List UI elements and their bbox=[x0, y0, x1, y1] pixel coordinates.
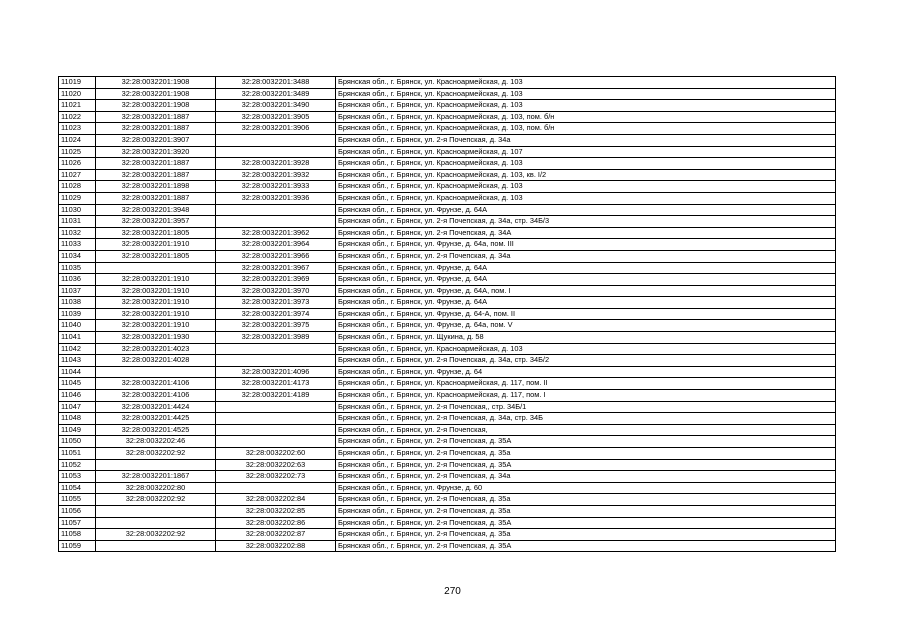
land-cadastral-number-cell bbox=[96, 459, 216, 471]
land-cadastral-number-cell: 32:28:0032201:3920 bbox=[96, 146, 216, 158]
row-number-cell: 11034 bbox=[59, 250, 96, 262]
land-cadastral-number-cell: 32:28:0032201:1908 bbox=[96, 100, 216, 112]
address-cell: Брянская обл., г. Брянск, ул. Щукина, д. 58 bbox=[336, 332, 836, 344]
table-row bbox=[59, 262, 836, 274]
object-cadastral-number-cell bbox=[216, 355, 336, 367]
table-row bbox=[59, 216, 836, 228]
address-cell: Брянская обл., г. Брянск, ул. 2-я Почепская, д. 34а, стр. 34Б/3 bbox=[336, 216, 836, 228]
table-row bbox=[59, 320, 836, 332]
land-cadastral-number-cell: 32:28:0032201:1887 bbox=[96, 158, 216, 170]
object-cadastral-number-cell: 32:28:0032201:3969 bbox=[216, 274, 336, 286]
row-number-cell: 11041 bbox=[59, 332, 96, 344]
row-number-cell: 11037 bbox=[59, 285, 96, 297]
row-number-cell: 11033 bbox=[59, 239, 96, 251]
row-number-cell: 11035 bbox=[59, 262, 96, 274]
land-cadastral-number-cell bbox=[96, 262, 216, 274]
table-row bbox=[59, 471, 836, 483]
object-cadastral-number-cell bbox=[216, 134, 336, 146]
address-cell: Брянская обл., г. Брянск, ул. Фрунзе, д. 64 bbox=[336, 366, 836, 378]
table-row bbox=[59, 158, 836, 170]
address-cell: Брянская обл., г. Брянск, ул. Фрунзе, д. 64А bbox=[336, 297, 836, 309]
land-cadastral-number-cell: 32:28:0032201:4106 bbox=[96, 378, 216, 390]
table-row bbox=[59, 424, 836, 436]
object-cadastral-number-cell bbox=[216, 413, 336, 425]
row-number-cell: 11036 bbox=[59, 274, 96, 286]
land-cadastral-number-cell: 32:28:0032202:92 bbox=[96, 448, 216, 460]
land-cadastral-number-cell: 32:28:0032201:3907 bbox=[96, 134, 216, 146]
table-row bbox=[59, 459, 836, 471]
land-cadastral-number-cell: 32:28:0032202:92 bbox=[96, 494, 216, 506]
row-number-cell: 11059 bbox=[59, 540, 96, 552]
table-row bbox=[59, 366, 836, 378]
table-row bbox=[59, 250, 836, 262]
address-cell: Брянская обл., г. Брянск, ул. 2-я Почепская, д. 34а, стр. 34Б/2 bbox=[336, 355, 836, 367]
land-cadastral-number-cell: 32:28:0032201:1805 bbox=[96, 227, 216, 239]
object-cadastral-number-cell bbox=[216, 343, 336, 355]
table-row bbox=[59, 227, 836, 239]
address-cell: Брянская обл., г. Брянск, ул. 2-я Почепская, д. 35а bbox=[336, 505, 836, 517]
row-number-cell: 11031 bbox=[59, 216, 96, 228]
row-number-cell: 11028 bbox=[59, 181, 96, 193]
object-cadastral-number-cell: 32:28:0032201:3964 bbox=[216, 239, 336, 251]
object-cadastral-number-cell bbox=[216, 482, 336, 494]
row-number-cell: 11058 bbox=[59, 529, 96, 541]
object-cadastral-number-cell: 32:28:0032202:87 bbox=[216, 529, 336, 541]
address-cell: Брянская обл., г. Брянск, ул. 2-я Почепская, д. 35А bbox=[336, 517, 836, 529]
land-cadastral-number-cell: 32:28:0032201:1910 bbox=[96, 285, 216, 297]
table-row bbox=[59, 123, 836, 135]
address-cell: Брянская обл., г. Брянск, ул. Красноармейская, д. 103 bbox=[336, 88, 836, 100]
table-row bbox=[59, 100, 836, 112]
row-number-cell: 11052 bbox=[59, 459, 96, 471]
object-cadastral-number-cell bbox=[216, 216, 336, 228]
land-cadastral-number-cell: 32:28:0032201:4424 bbox=[96, 401, 216, 413]
row-number-cell: 11046 bbox=[59, 390, 96, 402]
address-cell: Брянская обл., г. Брянск, ул. Красноармейская, д. 103, пом. б/н bbox=[336, 123, 836, 135]
address-cell: Брянская обл., г. Брянск, ул. 2-я Почепская, д. 34а bbox=[336, 250, 836, 262]
land-cadastral-number-cell: 32:28:0032202:46 bbox=[96, 436, 216, 448]
row-number-cell: 11042 bbox=[59, 343, 96, 355]
table-row bbox=[59, 134, 836, 146]
table-row bbox=[59, 436, 836, 448]
row-number-cell: 11038 bbox=[59, 297, 96, 309]
table-row bbox=[59, 77, 836, 89]
row-number-cell: 11044 bbox=[59, 366, 96, 378]
row-number-cell: 11019 bbox=[59, 77, 96, 89]
land-cadastral-number-cell: 32:28:0032201:4106 bbox=[96, 390, 216, 402]
row-number-cell: 11027 bbox=[59, 169, 96, 181]
land-cadastral-number-cell: 32:28:0032201:1887 bbox=[96, 111, 216, 123]
row-number-cell: 11021 bbox=[59, 100, 96, 112]
address-cell: Брянская обл., г. Брянск, ул. Красноармейская, д. 103 bbox=[336, 192, 836, 204]
row-number-cell: 11030 bbox=[59, 204, 96, 216]
row-number-cell: 11050 bbox=[59, 436, 96, 448]
row-number-cell: 11053 bbox=[59, 471, 96, 483]
row-number-cell: 11029 bbox=[59, 192, 96, 204]
address-cell: Брянская обл., г. Брянск, ул. Красноармейская, д. 117, пом. II bbox=[336, 378, 836, 390]
address-cell: Брянская обл., г. Брянск, ул. Фрунзе, д. 64А bbox=[336, 262, 836, 274]
object-cadastral-number-cell: 32:28:0032201:3962 bbox=[216, 227, 336, 239]
object-cadastral-number-cell: 32:28:0032201:3932 bbox=[216, 169, 336, 181]
land-cadastral-number-cell: 32:28:0032201:1930 bbox=[96, 332, 216, 344]
row-number-cell: 11048 bbox=[59, 413, 96, 425]
address-cell: Брянская обл., г. Брянск, ул. Красноармейская, д. 103, пом. б/н bbox=[336, 111, 836, 123]
land-cadastral-number-cell: 32:28:0032201:1908 bbox=[96, 77, 216, 89]
object-cadastral-number-cell: 32:28:0032201:3906 bbox=[216, 123, 336, 135]
cadastral-table bbox=[58, 76, 836, 552]
object-cadastral-number-cell bbox=[216, 146, 336, 158]
row-number-cell: 11039 bbox=[59, 308, 96, 320]
land-cadastral-number-cell: 32:28:0032201:1910 bbox=[96, 320, 216, 332]
address-cell: Брянская обл., г. Брянск, ул. Фрунзе, д. 64а, пом. III bbox=[336, 239, 836, 251]
address-cell: Брянская обл., г. Брянск, ул. Красноармейская, д. 103 bbox=[336, 100, 836, 112]
address-cell: Брянская обл., г. Брянск, ул. 2-я Почепская, д. 35А bbox=[336, 436, 836, 448]
object-cadastral-number-cell: 32:28:0032202:63 bbox=[216, 459, 336, 471]
address-cell: Брянская обл., г. Брянск, ул. 2-я Почепская, д. 35а bbox=[336, 448, 836, 460]
table-row bbox=[59, 169, 836, 181]
address-cell: Брянская обл., г. Брянск, ул. Красноармейская, д. 107 bbox=[336, 146, 836, 158]
row-number-cell: 11032 bbox=[59, 227, 96, 239]
address-cell: Брянская обл., г. Брянск, ул. 2-я Почепская,, стр. 34Б/1 bbox=[336, 401, 836, 413]
object-cadastral-number-cell: 32:28:0032201:4189 bbox=[216, 390, 336, 402]
object-cadastral-number-cell: 32:28:0032201:3974 bbox=[216, 308, 336, 320]
address-cell: Брянская обл., г. Брянск, ул. 2-я Почепская, д. 35А bbox=[336, 540, 836, 552]
address-cell: Брянская обл., г. Брянск, ул. Фрунзе, д. 60 bbox=[336, 482, 836, 494]
table-row bbox=[59, 274, 836, 286]
row-number-cell: 11040 bbox=[59, 320, 96, 332]
table-row bbox=[59, 111, 836, 123]
table-row bbox=[59, 88, 836, 100]
object-cadastral-number-cell: 32:28:0032202:84 bbox=[216, 494, 336, 506]
object-cadastral-number-cell: 32:28:0032201:3989 bbox=[216, 332, 336, 344]
land-cadastral-number-cell: 32:28:0032201:1805 bbox=[96, 250, 216, 262]
row-number-cell: 11049 bbox=[59, 424, 96, 436]
address-cell: Брянская обл., г. Брянск, ул. Красноармейская, д. 103 bbox=[336, 181, 836, 193]
land-cadastral-number-cell: 32:28:0032201:1887 bbox=[96, 123, 216, 135]
address-cell: Брянская обл., г. Брянск, ул. Красноармейская, д. 103 bbox=[336, 343, 836, 355]
table-row bbox=[59, 239, 836, 251]
land-cadastral-number-cell bbox=[96, 505, 216, 517]
object-cadastral-number-cell bbox=[216, 424, 336, 436]
table-row bbox=[59, 448, 836, 460]
row-number-cell: 11043 bbox=[59, 355, 96, 367]
address-cell: Брянская обл., г. Брянск, ул. Фрунзе, д. 64а, пом. V bbox=[336, 320, 836, 332]
address-cell: Брянская обл., г. Брянск, ул. 2-я Почепская, д. 34А bbox=[336, 227, 836, 239]
land-cadastral-number-cell: 32:28:0032201:1910 bbox=[96, 308, 216, 320]
table-row bbox=[59, 413, 836, 425]
table-row bbox=[59, 343, 836, 355]
table-row bbox=[59, 355, 836, 367]
row-number-cell: 11051 bbox=[59, 448, 96, 460]
land-cadastral-number-cell: 32:28:0032201:4028 bbox=[96, 355, 216, 367]
row-number-cell: 11020 bbox=[59, 88, 96, 100]
object-cadastral-number-cell: 32:28:0032201:4173 bbox=[216, 378, 336, 390]
land-cadastral-number-cell: 32:28:0032202:92 bbox=[96, 529, 216, 541]
address-cell: Брянская обл., г. Брянск, ул. Красноармейская, д. 103 bbox=[336, 77, 836, 89]
address-cell: Брянская обл., г. Брянск, ул. Фрунзе, д. 64-А, пом. II bbox=[336, 308, 836, 320]
address-cell: Брянская обл., г. Брянск, ул. 2-я Почепская, д. 34а bbox=[336, 134, 836, 146]
address-cell: Брянская обл., г. Брянск, ул. 2-я Почепская, bbox=[336, 424, 836, 436]
land-cadastral-number-cell bbox=[96, 366, 216, 378]
table-row bbox=[59, 482, 836, 494]
address-cell: Брянская обл., г. Брянск, ул. 2-я Почепская, д. 35а bbox=[336, 529, 836, 541]
table-body bbox=[59, 77, 836, 552]
page-number: 270 bbox=[444, 586, 461, 597]
land-cadastral-number-cell: 32:28:0032201:1910 bbox=[96, 274, 216, 286]
land-cadastral-number-cell: 32:28:0032201:3948 bbox=[96, 204, 216, 216]
object-cadastral-number-cell bbox=[216, 401, 336, 413]
land-cadastral-number-cell: 32:28:0032201:1908 bbox=[96, 88, 216, 100]
object-cadastral-number-cell: 32:28:0032201:3936 bbox=[216, 192, 336, 204]
row-number-cell: 11026 bbox=[59, 158, 96, 170]
table-row bbox=[59, 308, 836, 320]
object-cadastral-number-cell: 32:28:0032202:88 bbox=[216, 540, 336, 552]
row-number-cell: 11055 bbox=[59, 494, 96, 506]
table-row bbox=[59, 192, 836, 204]
object-cadastral-number-cell bbox=[216, 204, 336, 216]
row-number-cell: 11054 bbox=[59, 482, 96, 494]
land-cadastral-number-cell: 32:28:0032201:1887 bbox=[96, 169, 216, 181]
table-row bbox=[59, 146, 836, 158]
row-number-cell: 11057 bbox=[59, 517, 96, 529]
address-cell: Брянская обл., г. Брянск, ул. 2-я Почепская, д. 35А bbox=[336, 459, 836, 471]
land-cadastral-number-cell: 32:28:0032201:1867 bbox=[96, 471, 216, 483]
table-row bbox=[59, 505, 836, 517]
object-cadastral-number-cell: 32:28:0032201:3973 bbox=[216, 297, 336, 309]
row-number-cell: 11023 bbox=[59, 123, 96, 135]
table-row bbox=[59, 285, 836, 297]
object-cadastral-number-cell: 32:28:0032201:4096 bbox=[216, 366, 336, 378]
row-number-cell: 11056 bbox=[59, 505, 96, 517]
table-row bbox=[59, 390, 836, 402]
object-cadastral-number-cell: 32:28:0032202:86 bbox=[216, 517, 336, 529]
object-cadastral-number-cell: 32:28:0032201:3928 bbox=[216, 158, 336, 170]
land-cadastral-number-cell bbox=[96, 517, 216, 529]
land-cadastral-number-cell: 32:28:0032201:1910 bbox=[96, 239, 216, 251]
land-cadastral-number-cell: 32:28:0032201:1910 bbox=[96, 297, 216, 309]
row-number-cell: 11045 bbox=[59, 378, 96, 390]
address-cell: Брянская обл., г. Брянск, ул. Красноармейская, д. 117, пом. I bbox=[336, 390, 836, 402]
table-row bbox=[59, 181, 836, 193]
land-cadastral-number-cell: 32:28:0032201:4525 bbox=[96, 424, 216, 436]
object-cadastral-number-cell: 32:28:0032202:60 bbox=[216, 448, 336, 460]
address-cell: Брянская обл., г. Брянск, ул. 2-я Почепская, д. 34а, стр. 34Б bbox=[336, 413, 836, 425]
address-cell: Брянская обл., г. Брянск, ул. Фрунзе, д. 64А bbox=[336, 274, 836, 286]
land-cadastral-number-cell: 32:28:0032201:4023 bbox=[96, 343, 216, 355]
land-cadastral-number-cell: 32:28:0032201:4425 bbox=[96, 413, 216, 425]
table-row bbox=[59, 529, 836, 541]
row-number-cell: 11024 bbox=[59, 134, 96, 146]
object-cadastral-number-cell: 32:28:0032201:3967 bbox=[216, 262, 336, 274]
object-cadastral-number-cell: 32:28:0032202:85 bbox=[216, 505, 336, 517]
table-row bbox=[59, 297, 836, 309]
object-cadastral-number-cell: 32:28:0032202:73 bbox=[216, 471, 336, 483]
table-row bbox=[59, 494, 836, 506]
object-cadastral-number-cell: 32:28:0032201:3905 bbox=[216, 111, 336, 123]
address-cell: Брянская обл., г. Брянск, ул. Фрунзе, д. 64А, пом. I bbox=[336, 285, 836, 297]
row-number-cell: 11025 bbox=[59, 146, 96, 158]
land-cadastral-number-cell bbox=[96, 540, 216, 552]
row-number-cell: 11022 bbox=[59, 111, 96, 123]
land-cadastral-number-cell: 32:28:0032201:3957 bbox=[96, 216, 216, 228]
table-row bbox=[59, 517, 836, 529]
object-cadastral-number-cell: 32:28:0032201:3488 bbox=[216, 77, 336, 89]
address-cell: Брянская обл., г. Брянск, ул. Красноармейская, д. 103, кв. I/2 bbox=[336, 169, 836, 181]
table-row bbox=[59, 378, 836, 390]
object-cadastral-number-cell: 32:28:0032201:3975 bbox=[216, 320, 336, 332]
address-cell: Брянская обл., г. Брянск, ул. 2-я Почепская, д. 34а bbox=[336, 471, 836, 483]
object-cadastral-number-cell: 32:28:0032201:3933 bbox=[216, 181, 336, 193]
land-cadastral-number-cell: 32:28:0032201:1898 bbox=[96, 181, 216, 193]
object-cadastral-number-cell: 32:28:0032201:3489 bbox=[216, 88, 336, 100]
address-cell: Брянская обл., г. Брянск, ул. Фрунзе, д. 64А bbox=[336, 204, 836, 216]
land-cadastral-number-cell: 32:28:0032201:1887 bbox=[96, 192, 216, 204]
object-cadastral-number-cell: 32:28:0032201:3490 bbox=[216, 100, 336, 112]
object-cadastral-number-cell: 32:28:0032201:3970 bbox=[216, 285, 336, 297]
object-cadastral-number-cell: 32:28:0032201:3966 bbox=[216, 250, 336, 262]
land-cadastral-number-cell: 32:28:0032202:80 bbox=[96, 482, 216, 494]
table-row bbox=[59, 204, 836, 216]
object-cadastral-number-cell bbox=[216, 436, 336, 448]
address-cell: Брянская обл., г. Брянск, ул. Красноармейская, д. 103 bbox=[336, 158, 836, 170]
table-row bbox=[59, 332, 836, 344]
table-row bbox=[59, 401, 836, 413]
row-number-cell: 11047 bbox=[59, 401, 96, 413]
address-cell: Брянская обл., г. Брянск, ул. 2-я Почепская, д. 35а bbox=[336, 494, 836, 506]
table-row bbox=[59, 540, 836, 552]
